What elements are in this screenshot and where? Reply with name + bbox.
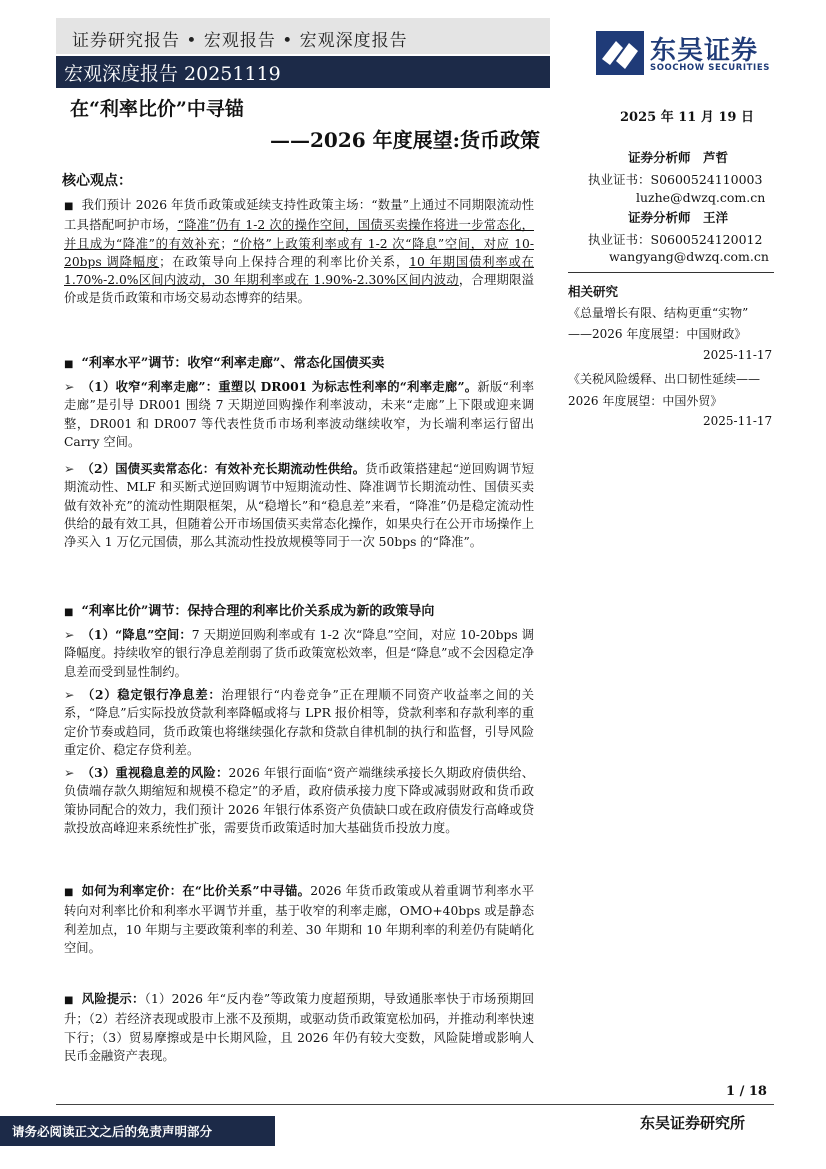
arrow-bullet-icon: ➢: [64, 766, 75, 780]
section-2-item-3: ➢ （3）重视稳息差的风险：2026 年银行面临“资产端继续承接长久期政府债供给、负债端存款久期缩短和规模不稳定”的矛盾，政府债承接力度下降或减弱财政和货币政策协同配合的效力，我们预计 2026 年银行体系资产负债缺口或在政府债发行高峰或贷款投放高峰迎来系统性扩张，需要货币政策适时加大基础货币投放力度。: [64, 765, 534, 835]
related-item-2-line1[interactable]: 《关税风险缓释、出口韧性延续——: [568, 372, 761, 386]
header-report-type-bar: [56, 56, 550, 88]
related-item-2-line2[interactable]: 2026 年度展望：中国外贸》: [568, 394, 723, 408]
square-bullet-icon: ■: [64, 607, 74, 618]
report-subtitle: ——2026 年度展望:货币政策: [270, 128, 541, 152]
core-view-heading: 核心观点：: [62, 173, 132, 189]
section-2-item-2: ➢ （2）稳定银行净息差：治理银行“内卷竞争”正在理顺不同资产收益率之间的关系，“降息”后实际投放贷款利率降幅或将与 LPR 报价相等，贷款利率和存款利率的重定价节奏或趋同，货币政策也将继续强化存款和贷款自律机制的执行和监督，引导风险重定价、稳定存贷利差。: [64, 687, 534, 757]
core-view-paragraph: ■ 我们预计 2026 年货币政策或延续支持性政策主场：“数量”上通过不同期限流动性工具搭配呵护市场，“降准”仍有 1-2 次的操作空间，国债买卖操作将进一步常态化，并且成为“降准”的有效补充；“价格”上政策利率或有 1-2 次“降息”空间，对应 10-20bps 调降幅度；在政策导向上保持合理的利率比价关系，10 年期国债利率或在 1.70%-2.0%区间内波动，30 年期利率或在 1.90%-2.30%区间内波动，合理期限溢价或是货币政策和市场交易动态博弈的结果。: [64, 198, 534, 306]
risk-warning-paragraph: ■ 风险提示：（1）2026 年“反内卷”等政策力度超预期，导致通胀率快于市场预期回升；（2）若经济表现或股市上涨不及预期，或驱动货币政策宽松加码，并推动利率快速下行；（3）贸易摩擦或是中长期风险，且 2026 年仍有较大变数，风险陡增或影响人民币金融资产表现。: [64, 991, 534, 1063]
related-item-1-date: 2025-11-17: [703, 348, 773, 362]
page-number: 1 / 18: [726, 1084, 767, 1099]
square-bullet-icon: ■: [64, 887, 74, 898]
report-title: 在“利率比价”中寻锚: [70, 98, 244, 120]
section-2-heading: ■ “利率比价”调节：保持合理的利率比价关系成为新的政策导向: [64, 604, 435, 619]
analyst-1-email[interactable]: luzhe@dwzq.com.cn: [636, 190, 766, 205]
report-type: 宏观深度报告 20251119: [64, 63, 281, 85]
soochow-logo-icon: [596, 31, 644, 75]
section-2-item-1: ➢ （1）“降息”空间：7 天期逆回购利率或有 1-2 次“降息”空间，对应 10-20bps 调降幅度。持续收窄的银行净息差削弱了货币政策宽松效率，但是“降息”或不会因稳定净息差而受到显性制约。: [64, 627, 534, 679]
section-1-item-2: ➢ （2）国债买卖常态化：有效补充长期流动性供给。货币政策搭建起“逆回购调节短期流动性、MLF 和买断式逆回购调节中短期流动性、降准调节长期流动性、国债买卖做有效补充”的流动性期限框架，从“稳增长”和“稳息差”来看，“降准”仍是稳定流动性供给的最有效工具，但随着公开市场国债买卖常态化操作，如果央行在公开市场操作上净买入 1 万亿元国债，那么其流动性投放规模等同于一次 50bps 的“降准”。: [64, 461, 534, 550]
related-item-2-date: 2025-11-17: [703, 414, 773, 428]
report-date: 2025 年 11 月 19 日: [620, 110, 754, 125]
square-bullet-icon: ■: [64, 995, 74, 1006]
footer-divider: [56, 1104, 774, 1105]
related-research-heading: 相关研究: [568, 284, 619, 299]
pricing-anchor-paragraph: ■ 如何为利率定价：在“比价关系”中寻锚。2026 年货币政策或从着重调节利率水平转向对利率比价和利率水平调节并重，基于收窄的利率走廊，OMO+40bps 或是静态利差加点，10 年期与主要政策利率的利差、30 年期和 10 年期利率的利差仍有陡峭化空间。: [64, 883, 534, 955]
arrow-bullet-icon: ➢: [64, 628, 75, 642]
disclaimer-text: 请务必阅读正文之后的免责声明部分: [12, 1124, 213, 1139]
arrow-bullet-icon: ➢: [64, 462, 75, 476]
sidebar-divider: [568, 272, 774, 273]
arrow-bullet-icon: ➢: [64, 380, 75, 394]
logo-name-en: SOOCHOW SECURITIES: [650, 63, 770, 73]
arrow-bullet-icon: ➢: [64, 688, 75, 702]
disclaimer-bar: [0, 1116, 275, 1146]
square-bullet-icon: ■: [64, 359, 74, 370]
analyst-1-cert: 执业证书：S0600524110003: [588, 172, 763, 187]
header-category-bar: [56, 18, 550, 54]
related-item-1-line2[interactable]: ——2026 年度展望：中国财政》: [568, 327, 747, 341]
square-bullet-icon: ■: [64, 201, 74, 212]
company-logo: [592, 30, 772, 76]
institute-name: 东吴证券研究所: [640, 1114, 746, 1132]
logo-name-cn: 东吴证券: [650, 36, 759, 66]
header-category: 证券研究报告 • 宏观报告 • 宏观深度报告: [72, 31, 408, 51]
section-1-item-1: ➢ （1）收窄“利率走廊”：重塑以 DR001 为标志性利率的“利率走廊”。新版“利率走廊”是引导 DR001 围绕 7 天期逆回购操作利率波动，未来“走廊”上下限或迎来调整，DR001 和 DR007 等代表性货币市场利率波动继续收窄，为长端利率运行留出 Carry 空间。: [64, 379, 534, 449]
analyst-2-cert: 执业证书：S0600524120012: [588, 232, 763, 247]
section-1-heading: ■ “利率水平”调节：收窄“利率走廊”、常态化国债买卖: [64, 356, 385, 371]
analyst-2-email[interactable]: wangyang@dwzq.com.cn: [609, 249, 769, 264]
analyst-2-name: 证券分析师 王洋: [628, 210, 729, 225]
related-item-1-line1[interactable]: 《总量增长有限、结构更重“实物”: [568, 306, 749, 320]
analyst-1-name: 证券分析师 芦哲: [628, 150, 729, 165]
